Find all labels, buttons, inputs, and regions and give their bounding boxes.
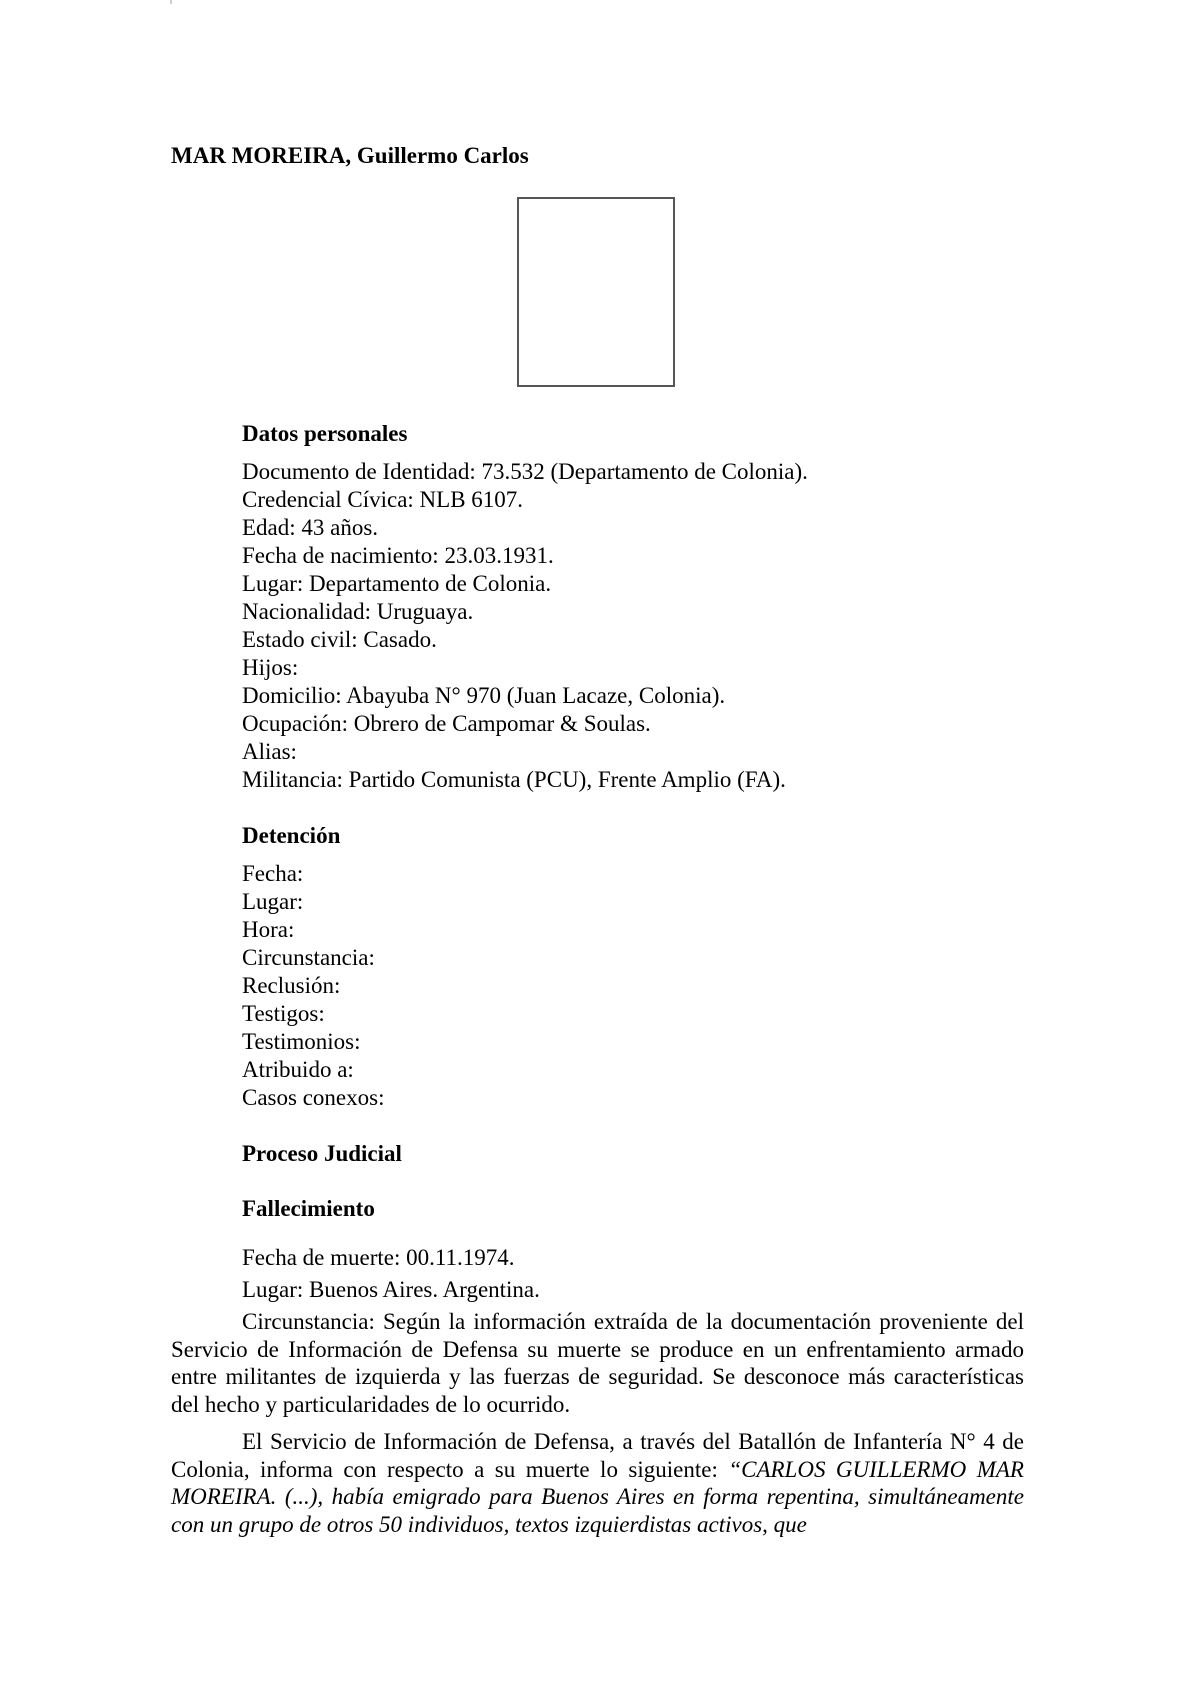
- field-estado-civil: Estado civil: Casado.: [242, 627, 437, 652]
- detencion-section: [242, 822, 384, 1112]
- field-fecha: Fecha:: [242, 861, 304, 886]
- field-hijos: Hijos:: [242, 655, 299, 680]
- field-testigos: Testigos:: [242, 1001, 325, 1026]
- field-hora: Hora:: [242, 917, 295, 942]
- fallecimiento-lugar-block: [242, 1276, 540, 1304]
- photo-placeholder: [517, 197, 675, 387]
- field-reclusion: Reclusión:: [242, 973, 341, 998]
- paragraph-sid-quote: “CARLOS GUILLERMO MAR MOREIRA. (...), había emigrado para Buenos Aires en forma repentina, simultáneamente con un grupo de otros 50 individuos, textos izquierdistas activos, que: [171, 1456, 1024, 1537]
- field-alias: Alias:: [242, 739, 297, 764]
- field-testimonios: Testimonios:: [242, 1029, 361, 1054]
- field-circunstancia: Circunstancia:: [242, 945, 375, 970]
- page-corner-mark: [170, 0, 172, 4]
- field-credencial: Credencial Cívica: NLB 6107.: [242, 487, 524, 512]
- section-heading-fallecimiento: Fallecimiento: [242, 1196, 375, 1221]
- paragraph-servicio-informacion: [171, 1428, 1024, 1538]
- field-documento: Documento de Identidad: 73.532 (Departamento de Colonia).: [242, 459, 808, 484]
- datos-personales-fields: [242, 458, 808, 794]
- field-edad: Edad: 43 años.: [242, 515, 379, 540]
- detencion-fields: [242, 860, 384, 1112]
- field-nacionalidad: Nacionalidad: Uruguaya.: [242, 599, 474, 624]
- field-militancia: Militancia: Partido Comunista (PCU), Frente Amplio (FA).: [242, 767, 786, 792]
- field-ocupacion: Ocupación: Obrero de Campomar & Soulas.: [242, 711, 651, 736]
- paragraph-sid-text: El Servicio de Información de Defensa, a través del Batallón de Infantería N° 4 de Colonia, informa con respecto a su muerte lo siguiente:: [171, 1429, 1024, 1482]
- field-lugar-muerte: Lugar: Buenos Aires. Argentina.: [242, 1277, 540, 1302]
- field-domicilio: Domicilio: Abayuba N° 970 (Juan Lacaze, Colonia).: [242, 683, 726, 708]
- fallecimiento-fecha-block: [242, 1244, 515, 1272]
- field-lugar-detencion: Lugar:: [242, 889, 304, 914]
- field-fecha-muerte: Fecha de muerte: 00.11.1974.: [242, 1245, 515, 1270]
- section-heading-datos-personales: Datos personales: [242, 421, 408, 446]
- paragraph-circunstancia: Circunstancia: Según la información extraída de la documentación proveniente del Servicio de Información de Defensa su muerte se produce en un enfrentamiento armado entre militantes de izquierda y las fuerzas de seguridad. Se desconoce más características del hecho y particularidades de lo ocurrido.: [171, 1309, 1024, 1417]
- section-heading-detencion: Detención: [242, 823, 341, 848]
- person-name-title: MAR MOREIRA, Guillermo Carlos: [171, 143, 529, 168]
- field-fecha-nacimiento: Fecha de nacimiento: 23.03.1931.: [242, 543, 554, 568]
- field-atribuido: Atribuido a:: [242, 1057, 354, 1082]
- field-lugar: Lugar: Departamento de Colonia.: [242, 571, 552, 596]
- section-heading-proceso-judicial: Proceso Judicial: [242, 1141, 402, 1166]
- proceso-judicial-section: [242, 1140, 402, 1168]
- field-casos-conexos: Casos conexos:: [242, 1085, 385, 1110]
- datos-personales-section: [242, 420, 808, 794]
- fallecimiento-section: [242, 1195, 375, 1223]
